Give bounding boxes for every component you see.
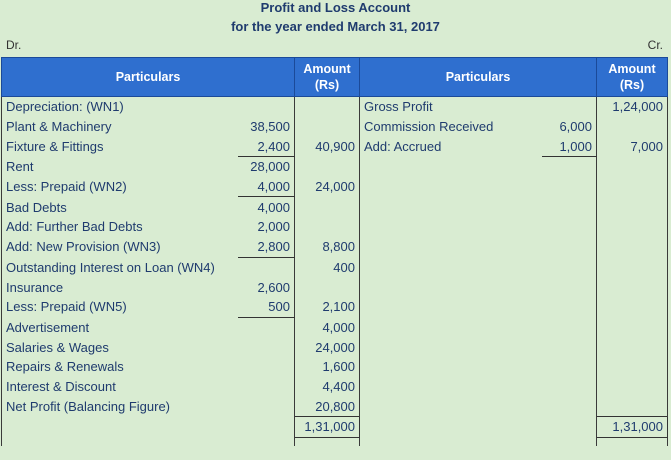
left-particular: Interest & Discount: [2, 377, 238, 397]
blank-cell: [238, 437, 295, 446]
left-amount: [295, 157, 360, 177]
left-inner-amount: [238, 396, 295, 416]
right-inner-amount: [542, 377, 597, 397]
left-inner-amount: 500: [238, 297, 295, 317]
right-amount: 7,000: [597, 136, 668, 156]
right-inner-amount: 6,000: [542, 117, 597, 137]
particulars-right-header: Particulars: [360, 58, 597, 97]
right-amount: [597, 157, 668, 177]
table-row: [2, 197, 668, 217]
left-inner-amount: 4,000: [238, 177, 295, 197]
right-inner-amount: [542, 337, 597, 357]
table-row: [2, 277, 668, 297]
right-inner-amount: [542, 217, 597, 237]
table-row: [2, 357, 668, 377]
table-row: [2, 337, 668, 357]
right-amount: [597, 257, 668, 277]
right-particular: Commission Received: [364, 119, 494, 135]
right-inner-amount: [542, 257, 597, 277]
blank-cell: [295, 437, 360, 446]
amount-right-label: Amount: [608, 62, 656, 76]
header-row: [2, 58, 668, 97]
left-amount: 4,400: [295, 377, 360, 397]
left-amount: 8,800: [295, 237, 360, 257]
right-particular: Gross Profit: [364, 99, 433, 115]
right-particular: [360, 357, 542, 377]
amount-left-label: Amount: [303, 62, 351, 76]
amount-left-unit: (Rs): [314, 78, 340, 92]
right-particular: [360, 257, 542, 277]
right-particular: [360, 197, 542, 217]
left-particular: Depreciation: (WN1): [2, 97, 238, 117]
right-amount: [597, 177, 668, 197]
left-amount: 2,100: [295, 297, 360, 317]
credit-label: Cr.: [647, 38, 663, 52]
table-row: [2, 136, 668, 156]
right-inner-amount: [542, 396, 597, 416]
left-inner-amount: [238, 377, 295, 397]
left-inner-amount: 2,800: [238, 237, 295, 257]
right-amount: [597, 217, 668, 237]
left-particular: Less: Prepaid (WN2): [2, 177, 238, 197]
debit-label: Dr.: [6, 38, 22, 52]
left-particular: Salaries & Wages: [2, 337, 238, 357]
blank-cell: [360, 437, 542, 446]
left-amount: [295, 217, 360, 237]
title-line-2: for the year ended March 31, 2017: [231, 19, 440, 34]
left-particular: Rent: [2, 157, 238, 177]
left-particular: Repairs & Renewals: [2, 357, 238, 377]
amount-right-unit: (Rs): [619, 78, 645, 92]
right-inner-amount: [542, 277, 597, 297]
right-particular: [360, 396, 542, 416]
right-amount: [597, 357, 668, 377]
left-total: 1,31,000: [295, 417, 360, 438]
left-amount: 400: [295, 257, 360, 277]
totals-right-spacer: [360, 417, 542, 438]
right-particular: [360, 277, 542, 297]
left-inner-amount: [238, 337, 295, 357]
right-inner-amount: [542, 297, 597, 317]
right-inner-amount: [542, 157, 597, 177]
left-particular: Net Profit (Balancing Figure): [2, 396, 238, 416]
trailing-row: [2, 437, 668, 446]
totals-left-inner-spacer: [238, 417, 295, 438]
left-particular: Less: Prepaid (WN5): [2, 297, 238, 317]
right-inner-amount: 1,000: [542, 136, 597, 156]
left-amount: [295, 277, 360, 297]
right-total: 1,31,000: [597, 417, 668, 438]
table-row: [2, 297, 668, 317]
right-particular: [360, 177, 542, 197]
totals-row: [2, 417, 668, 438]
right-particular: [360, 157, 542, 177]
right-particular: Add: Accrued: [364, 138, 442, 154]
right-amount: [597, 297, 668, 317]
left-amount: 24,000: [295, 177, 360, 197]
blank-cell: [597, 437, 668, 446]
left-amount: 40,900: [295, 136, 360, 156]
blank-cell: [542, 437, 597, 446]
left-particular: Fixture & Fittings: [2, 136, 238, 156]
right-inner-amount: [542, 197, 597, 217]
table-row: [2, 177, 668, 197]
table-row: [2, 257, 668, 277]
table-row: [2, 217, 668, 237]
left-particular: Add: Further Bad Debts: [2, 217, 238, 237]
right-amount: [597, 117, 668, 137]
left-particular: Outstanding Interest on Loan (WN4): [2, 257, 238, 277]
totals-left-spacer: [2, 417, 238, 438]
blank-cell: [2, 437, 238, 446]
particulars-left-header: Particulars: [2, 58, 295, 97]
left-inner-amount: 4,000: [238, 197, 295, 217]
right-inner-amount: [542, 237, 597, 257]
right-inner-amount: [542, 97, 597, 117]
left-amount: [295, 197, 360, 217]
table-row: [2, 317, 668, 337]
left-amount: 1,600: [295, 357, 360, 377]
table-row: [2, 97, 668, 117]
left-particular: Bad Debts: [2, 197, 238, 217]
right-amount: [597, 317, 668, 337]
left-amount: [295, 117, 360, 137]
title-line-1: Profit and Loss Account: [260, 0, 411, 15]
right-particular: [360, 377, 542, 397]
left-inner-amount: 28,000: [238, 157, 295, 177]
right-amount: [597, 396, 668, 416]
amount-right-header: [597, 58, 668, 97]
left-inner-amount: [238, 357, 295, 377]
totals-right-inner-spacer: [542, 417, 597, 438]
left-inner-amount: [238, 97, 295, 117]
right-amount: 1,24,000: [597, 97, 668, 117]
right-particular: [360, 317, 542, 337]
left-amount: 4,000: [295, 317, 360, 337]
right-amount: [597, 337, 668, 357]
right-inner-amount: [542, 317, 597, 337]
left-amount: [295, 97, 360, 117]
right-particular: [360, 297, 542, 317]
right-particular: [360, 217, 542, 237]
table-row: [2, 117, 668, 137]
left-inner-amount: [238, 317, 295, 337]
left-amount: 24,000: [295, 337, 360, 357]
left-particular: Plant & Machinery: [2, 117, 238, 137]
right-amount: [597, 377, 668, 397]
amount-left-header: [295, 58, 360, 97]
left-particular: Insurance: [2, 277, 238, 297]
left-inner-amount: [238, 257, 295, 277]
table-row: [2, 396, 668, 416]
table-row: [2, 377, 668, 397]
right-amount: [597, 197, 668, 217]
left-particular: Add: New Provision (WN3): [2, 237, 238, 257]
left-inner-amount: 2,600: [238, 277, 295, 297]
table-row: [2, 157, 668, 177]
right-amount: [597, 237, 668, 257]
left-inner-amount: 38,500: [238, 117, 295, 137]
table-row: [2, 237, 668, 257]
left-inner-amount: 2,400: [238, 136, 295, 156]
right-amount: [597, 277, 668, 297]
left-amount: 20,800: [295, 396, 360, 416]
right-particular: [360, 337, 542, 357]
left-inner-amount: 2,000: [238, 217, 295, 237]
right-particular: [360, 237, 542, 257]
profit-loss-table: [1, 57, 668, 446]
right-inner-amount: [542, 177, 597, 197]
right-inner-amount: [542, 357, 597, 377]
left-particular: Advertisement: [2, 317, 238, 337]
